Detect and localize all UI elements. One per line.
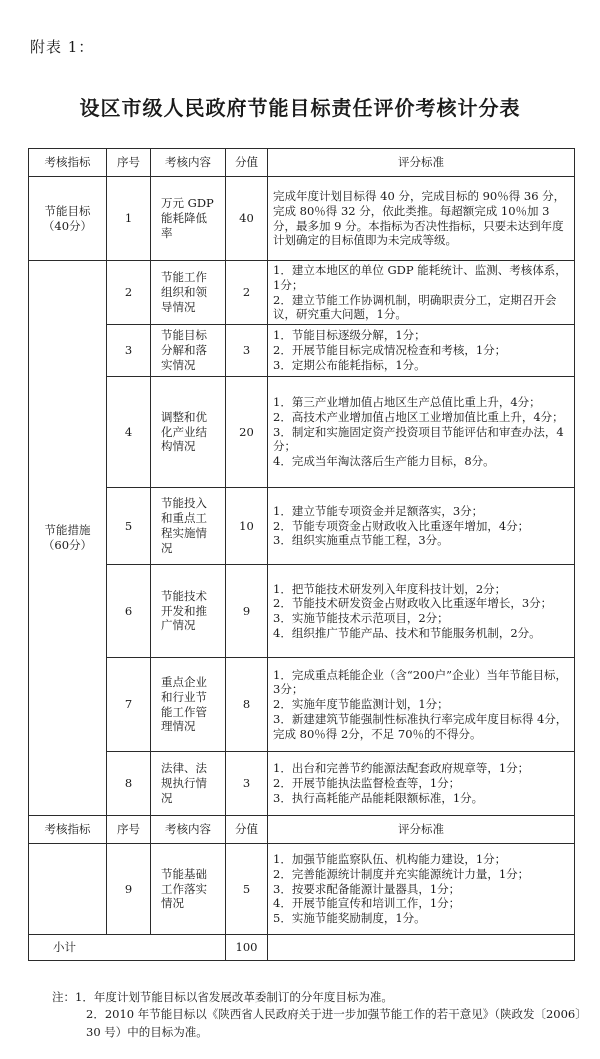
header-score: 分值: [226, 149, 268, 177]
subtotal-label: 小计: [53, 940, 76, 955]
row-standard: [268, 488, 575, 565]
table-row: [29, 844, 575, 935]
standard-line: 2．节能技术研发资金占财政收入比重逐年增长，3分；: [273, 596, 553, 611]
header-standard: 评分标准: [268, 149, 575, 177]
table-header-row: [29, 149, 575, 177]
standard-line: 3．执行高耗能产品能耗限额标准，1分。: [273, 790, 484, 805]
standard-line: 1．建立本地区的单位 GDP 能耗统计、监测、考核体系，1分；: [273, 263, 567, 292]
row-score: 10: [226, 488, 268, 565]
row-score: 3: [226, 325, 268, 377]
header-content: 考核内容: [151, 816, 226, 844]
standard-line: 4．完成当年淘汰落后生产能力目标，8分。: [273, 454, 495, 469]
standard-line: 3．新建建筑节能强制性标准执行率完成年度目标得 4分，完成 80％得 2分，不足 70％的不得分。: [273, 711, 568, 741]
standard-line: 1．节能目标逐级分解，1分；: [273, 328, 426, 343]
row-no: 1: [107, 177, 151, 261]
row-standard: [268, 177, 575, 261]
row-score: 2: [226, 261, 268, 325]
subtotal-label-cell: [29, 935, 226, 961]
group-measures-continued: [29, 844, 107, 935]
standard-line: 1．建立节能专项资金并足额落实，3分；: [273, 503, 484, 518]
standard-line: 3．定期公布能耗指标，1分。: [273, 357, 426, 372]
standard-line: 3．制定和实施固定资产投资项目节能评估和审查办法，4分；: [273, 424, 564, 454]
row-no: 7: [107, 658, 151, 752]
standard-line: 1．完成重点耗能企业（含“200户”企业）当年节能目标，3分；: [273, 667, 568, 697]
row-content: 万元 GDP 能耗降低率: [151, 177, 226, 261]
group-target-name: 节能目标: [44, 203, 91, 218]
row-score: 9: [226, 565, 268, 658]
row-no: 2: [107, 261, 151, 325]
score-table: [28, 148, 575, 961]
row-score: 20: [226, 377, 268, 488]
table-header-row: [29, 816, 575, 844]
standard-line: 4．组织推广节能产品、技术和节能服务机制，2分。: [273, 625, 541, 640]
table-row: [29, 565, 575, 658]
row-standard: [268, 658, 575, 752]
standard-line: 2．开展节能执法监督检查等，1分；: [273, 776, 461, 791]
row-standard: [268, 844, 575, 935]
standard-line: 4．开展节能宣传和培训工作，1分；: [273, 896, 461, 911]
table-row: [29, 377, 575, 488]
table-row: [29, 261, 575, 325]
row-score: 40: [226, 177, 268, 261]
row-content: 节能目标分解和落实情况: [151, 325, 226, 377]
standard-line: 2．建立节能工作协调机制，明确职责分工，定期召开会议，研究重大问题，1分。: [273, 292, 557, 322]
row-content: 节能工作组织和领导情况: [151, 261, 226, 325]
row-content: 节能技术开发和推广情况: [151, 565, 226, 658]
standard-line: 5．实施节能奖励制度，1分。: [273, 911, 426, 926]
row-standard: [268, 565, 575, 658]
standard-line: 1．出台和完善节约能源法配套政府规章等，1分；: [273, 761, 530, 776]
group-target-points: （40分）: [42, 218, 93, 233]
table-row: [29, 325, 575, 377]
footnotes: [52, 989, 582, 1041]
group-measures-points: （60分）: [42, 538, 93, 552]
standard-line: 1．加强节能监察队伍、机构能力建设，1分；: [273, 852, 507, 867]
row-standard: [268, 752, 575, 816]
page-title: 设区市级人民政府节能目标责任评价考核计分表: [79, 96, 521, 120]
row-score: 5: [226, 844, 268, 935]
header-score: 分值: [226, 816, 268, 844]
group-measures: [29, 261, 107, 816]
row-no: 4: [107, 377, 151, 488]
row-content: 节能投入和重点工程实施情况: [151, 488, 226, 565]
standard-line: 2．完善能源统计制度并充实能源统计力量，1分；: [273, 866, 530, 881]
row-score: 3: [226, 752, 268, 816]
table-row: [29, 752, 575, 816]
header-content: 考核内容: [151, 149, 226, 177]
row-content: 法律、法规执行情况: [151, 752, 226, 816]
row-no: 5: [107, 488, 151, 565]
subtotal-empty: [268, 935, 575, 961]
table-row: [29, 658, 575, 752]
standard-line: 3．按要求配备能源计量器具，1分；: [273, 881, 461, 896]
header-standard: 评分标准: [268, 816, 575, 844]
header-no: 序号: [107, 149, 151, 177]
attachment-label: 附表 1：: [30, 38, 95, 56]
standard-line: 1．把节能技术研发列入年度科技计划，2分；: [273, 581, 507, 596]
row-standard: [268, 261, 575, 325]
standard-line: 3．组织实施重点节能工程，3分。: [273, 533, 449, 548]
footnote-1: 注：1．年度计划节能目标以省发展改革委制订的分年度目标为准。: [52, 990, 393, 1004]
standard-line: 2．开展节能目标完成情况检查和考核，1分；: [273, 343, 507, 358]
table-row: [29, 177, 575, 261]
group-target: [29, 177, 107, 261]
header-indicator: 考核指标: [29, 816, 107, 844]
row-standard: [268, 377, 575, 488]
header-indicator: 考核指标: [29, 149, 107, 177]
header-no: 序号: [107, 816, 151, 844]
row-content: 节能基础工作落实情况: [151, 844, 226, 935]
standard-line: 2．高技术产业增加值占地区工业增加值比重上升，4分；: [273, 409, 564, 424]
table-row: [29, 488, 575, 565]
standard-line: 完成年度计划目标得 40 分，完成目标的 90％得 36 分，完成 80％得 32 分，依此类推。每超额完成 10％加 3 分，最多加 9 分。本指标为否决性指标，只要未达到年度计划确定的目标值即为未完成等级。: [273, 189, 566, 248]
row-score: 8: [226, 658, 268, 752]
row-content: 调整和优化产业结构情况: [151, 377, 226, 488]
row-content: 重点企业和行业节能工作管理情况: [151, 658, 226, 752]
row-no: 3: [107, 325, 151, 377]
standard-line: 2．节能专项资金占财政收入比重逐年增加，4分；: [273, 518, 530, 533]
standard-line: 1．第三产业增加值占地区生产总值比重上升，4分；: [273, 395, 541, 410]
row-standard: [268, 325, 575, 377]
row-no: 9: [107, 844, 151, 935]
group-measures-name: 节能措施: [44, 523, 91, 538]
subtotal-row: [29, 935, 575, 961]
subtotal-score: 100: [226, 935, 268, 961]
standard-line: 3．实施节能技术示范项目，2分；: [273, 611, 449, 625]
footnote-2: 2．2010 年节能目标以《陕西省人民政府关于进一步加强节能工作的若干意见》（陕政发〔2006〕30 号）中的目标为准。: [86, 1007, 582, 1039]
standard-line: 2．实施年度节能监测计划，1分；: [273, 697, 449, 712]
row-no: 6: [107, 565, 151, 658]
row-no: 8: [107, 752, 151, 816]
